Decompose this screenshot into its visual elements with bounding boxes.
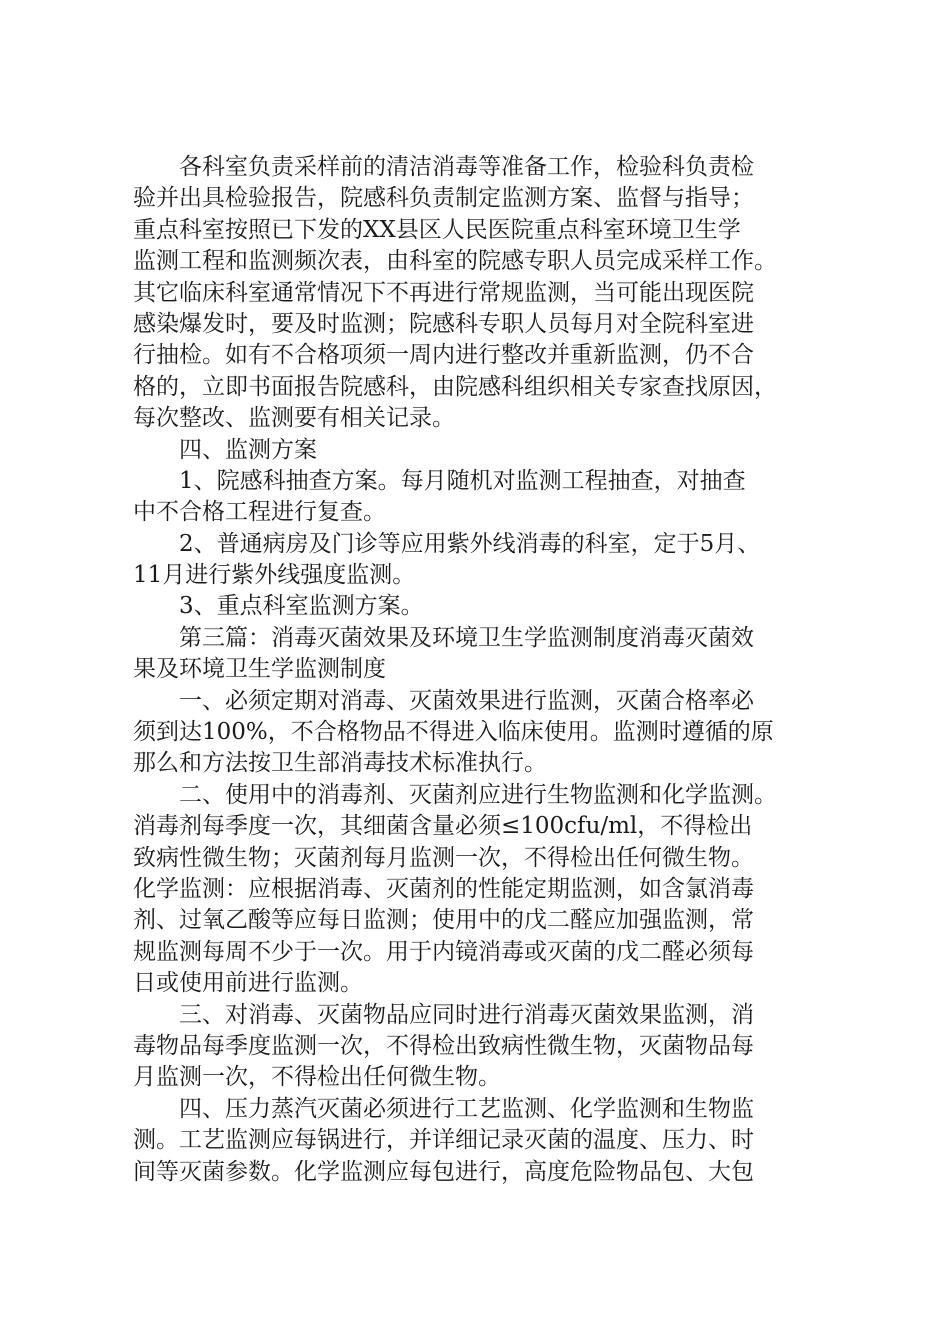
- text-line: 须到达100%，不合格物品不得进入临床使用。监测时遵循的原: [133, 719, 774, 746]
- text-line: 四、压力蒸汽灭菌必须进行工艺监测、化学监测和生物监: [179, 1095, 754, 1122]
- text-line: 行抽检。如有不合格项须一周内进行整改并重新监测，仍不合: [133, 342, 754, 369]
- text-line: 剂、过氧乙酸等应每日监测；使用中的戊二醛应加强监测，常: [133, 907, 754, 934]
- text-line: 11月进行紫外线强度监测。: [133, 562, 416, 589]
- text-line: 2、普通病房及门诊等应用紫外线消毒的科室，定于5月、: [179, 530, 761, 557]
- section-heading-monitoring-plan: [133, 435, 833, 466]
- paragraph-plan-item-3: [133, 591, 833, 622]
- text-line: 重点科室按照已下发的XX县区人民医院重点科室环境卫生学: [133, 216, 741, 243]
- text-line: 1、院感科抽查方案。每月随机对监测工程抽查，对抽查: [179, 467, 746, 494]
- text-line: 每次整改、监测要有相关记录。: [133, 405, 455, 432]
- text-line: 那么和方法按卫生部消毒技术标准执行。: [133, 750, 547, 777]
- text-line: 感染爆发时，要及时监测；院感科专职人员每月对全院科室进: [133, 310, 754, 337]
- text-line: 三、对消毒、灭菌物品应同时进行消毒灭菌效果监测，消: [179, 1001, 754, 1028]
- paragraph-sampling-responsibility: [133, 152, 833, 435]
- paragraph-part-three-title: [133, 623, 833, 686]
- paragraph-rule-3: [133, 1000, 833, 1094]
- text-line: 消毒剂每季度一次，其细菌含量必须≤100cfu/ml，不得检出: [133, 813, 753, 840]
- paragraph-plan-item-2: [133, 529, 833, 592]
- text-line: 验并出具检验报告，院感科负责制定监测方案、监督与指导；: [133, 185, 754, 212]
- text-line: 间等灭菌参数。化学监测应每包进行，高度危险物品包、大包: [133, 1158, 754, 1185]
- paragraph-plan-item-1: [133, 466, 833, 529]
- text-line: 致病性微生物；灭菌剂每月监测一次，不得检出任何微生物。: [133, 844, 754, 871]
- text-line: 其它临床科室通常情况下不再进行常规监测，当可能出现医院: [133, 279, 754, 306]
- text-line: 二、使用中的消毒剂、灭菌剂应进行生物监测和化学监测。: [179, 781, 777, 808]
- text-line: 一、必须定期对消毒、灭菌效果进行监测，灭菌合格率必: [179, 687, 754, 714]
- text-line: 果及环境卫生学监测制度: [133, 656, 386, 683]
- text-line: 中不合格工程进行复查。: [133, 499, 386, 526]
- text-line: 监测工程和监测频次表，由科室的院感专职人员完成采样工作。: [133, 248, 777, 275]
- text-line: 格的，立即书面报告院感科，由院感科组织相关专家查找原因，: [133, 373, 777, 400]
- text-line: 日或使用前进行监测。: [133, 970, 363, 997]
- text-line: 各科室负责采样前的清洁消毒等准备工作，检验科负责检: [179, 154, 754, 180]
- text-line: 月监测一次，不得检出任何微生物。: [133, 1064, 501, 1091]
- paragraph-rule-4: [133, 1094, 833, 1188]
- document-body: [133, 152, 833, 1188]
- text-line: 规监测每周不少于一次。用于内镜消毒或灭菌的戊二醛必须每: [133, 938, 754, 965]
- text-line: 3、重点科室监测方案。: [179, 593, 424, 620]
- text-line: 化学监测：应根据消毒、灭菌剂的性能定期监测，如含氯消毒: [133, 875, 754, 902]
- text-line: 四、监测方案: [179, 436, 317, 463]
- text-line: 测。工艺监测应每锅进行，并详细记录灭菌的温度、压力、时: [133, 1127, 754, 1154]
- paragraph-rule-2: [133, 780, 833, 1000]
- text-line: 第三篇：消毒灭菌效果及环境卫生学监测制度消毒灭菌效: [179, 624, 754, 651]
- paragraph-rule-1: [133, 686, 833, 780]
- text-line: 毒物品每季度监测一次，不得检出致病性微生物，灭菌物品每: [133, 1032, 754, 1059]
